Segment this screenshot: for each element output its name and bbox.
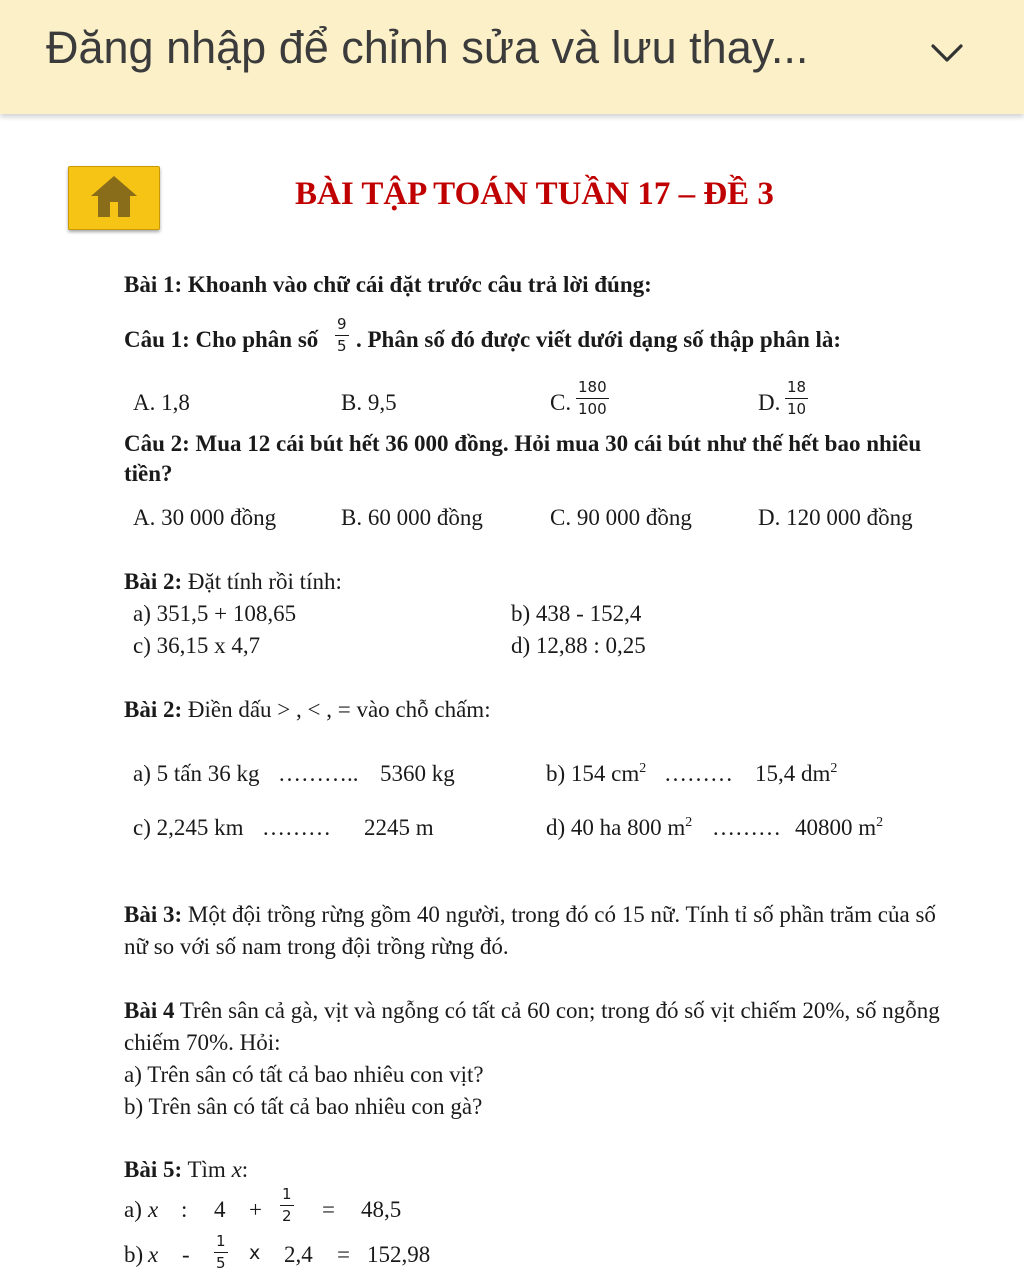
login-banner[interactable] [0, 0, 1024, 114]
bai2b-d-left-text: d) 40 ha 800 m [546, 815, 686, 840]
bai2b-label: Bài 2: [124, 697, 183, 722]
bai5-b-op2: x [249, 1242, 261, 1264]
superscript-2: 2 [639, 761, 647, 776]
bai5-a-frac-num: 1 [280, 1187, 294, 1206]
bai5-a-x: x [148, 1197, 159, 1222]
bai2b-a-right: 5360 kg [380, 761, 455, 786]
bai2b-text: Điền dấu > , < , = vào chỗ chấm: [182, 697, 491, 722]
bai3-text: Một đội trồng rừng gồm 40 người, trong đó có 15 nữ. Tính tỉ số phần trăm của số [182, 902, 936, 927]
page-title: BÀI TẬP TOÁN TUẦN 17 – ĐỀ 3 [295, 176, 774, 212]
cau1-suffix: . Phân số đó được viết dưới dạng số thập phân là: [356, 327, 842, 352]
cau1-option-c-label: C. [550, 390, 572, 415]
bai5-var: x [231, 1157, 242, 1182]
bai5-b-frac-num: 1 [214, 1234, 228, 1253]
bai2b-b-left-text: b) 154 cm [546, 761, 640, 786]
cau2-option-a: A. 30 000 đồng [133, 505, 277, 530]
opt-c-num: 180 [576, 380, 609, 399]
opt-d-num: 18 [785, 380, 808, 399]
bai2a-item-d: d) 12,88 : 0,25 [511, 633, 646, 658]
opt-d-den: 10 [787, 400, 807, 418]
bai5-label: Bài 5: [124, 1157, 183, 1182]
bai2a-text: Đặt tính rồi tính: [182, 569, 342, 594]
cau2-line2: tiền? [124, 461, 173, 486]
home-button[interactable] [68, 166, 160, 230]
bai2a-item-b: b) 438 - 152,4 [511, 601, 642, 626]
cau1-fraction [335, 317, 349, 354]
bai2b-b-right [755, 761, 837, 787]
opt-c-den: 100 [578, 400, 607, 418]
bai4-question-b: b) Trên sân có tất cả bao nhiêu con gà? [124, 1094, 483, 1119]
cau2-line1: Câu 2: Mua 12 cái bút hết 36 000 đồng. Hỏi mua 30 cái bút như thế hết bao nhiêu [124, 431, 922, 456]
cau1-frac-den: 5 [337, 337, 347, 355]
bai2b-b-left [546, 761, 646, 787]
bai2b-d-right [795, 815, 883, 841]
cau1-frac-num: 9 [335, 317, 349, 336]
bai5-b-eq: = [337, 1242, 350, 1267]
bai2b-c-left: c) 2,245 km [133, 815, 244, 840]
bai2b-a-dots: ……….. [278, 761, 359, 786]
bai5-b-x: x [148, 1242, 159, 1267]
bai5-heading [124, 1157, 248, 1183]
bai2b-b-dots: ……… [664, 761, 733, 786]
bai5-a-eq: = [322, 1197, 335, 1222]
cau2-option-d: D. 120 000 đồng [758, 505, 913, 530]
bai2a-item-a: a) 351,5 + 108,65 [133, 601, 297, 626]
bai3-label: Bài 3: [124, 902, 183, 927]
bai2b-b-right-text: 15,4 dm [755, 761, 831, 786]
bai5-text: Tìm [182, 1157, 232, 1182]
cau2-option-c: C. 90 000 đồng [550, 505, 692, 530]
bai5-a-frac-den: 2 [282, 1207, 292, 1225]
bai5-b-frac-den: 5 [216, 1254, 226, 1272]
bai3-line2: nữ so với số nam trong đội trồng rừng đó. [124, 934, 509, 959]
bai2a-label: Bài 2: [124, 569, 183, 594]
bai2b-d-dots: ……… [712, 815, 781, 840]
superscript-2: 2 [685, 815, 693, 830]
bai5-b-prefix: b) [124, 1242, 144, 1267]
bai5-b-result: 152,98 [367, 1242, 431, 1267]
bai2a-item-c: c) 36,15 x 4,7 [133, 633, 261, 658]
bai2b-d-left [546, 815, 692, 841]
bai2b-a-left: a) 5 tấn 36 kg [133, 761, 260, 786]
bai4-line2: chiếm 70%. Hỏi: [124, 1030, 281, 1055]
bai5-a-fraction [280, 1187, 294, 1224]
bai2b-heading [124, 697, 491, 723]
superscript-2: 2 [830, 761, 838, 776]
bai2b-c-right: 2245 m [364, 815, 434, 840]
cau1-prefix: Câu 1: Cho phân số [124, 327, 319, 352]
bai4-question-a: a) Trên sân có tất cả bao nhiêu con vịt? [124, 1062, 484, 1087]
bai5-a-n1: 4 [214, 1197, 226, 1222]
cau1-option-d-label: D. [758, 390, 781, 415]
chevron-down-icon[interactable] [928, 38, 966, 68]
cau2-option-b: B. 60 000 đồng [341, 505, 483, 530]
bai4-text: Trên sân cả gà, vịt và ngỗng có tất cả 60 con; trong đó số vịt chiếm 20%, số ngỗng [174, 998, 940, 1023]
cau1-option-a: A. 1,8 [133, 390, 190, 415]
cau1-option-d-fraction [785, 380, 808, 417]
cau1-option-b: B. 9,5 [341, 390, 397, 415]
home-icon [89, 174, 139, 220]
bai5-a-op2: + [249, 1197, 262, 1222]
bai5-b-n1: 2,4 [284, 1242, 313, 1267]
bai2a-heading [124, 569, 342, 595]
bai5-colon: : [241, 1157, 249, 1182]
bai4-line1 [124, 998, 940, 1024]
bai4-label: Bài 4 [124, 998, 175, 1023]
bai5-b-op1: - [182, 1242, 190, 1267]
bai2b-c-dots: ……… [262, 815, 331, 840]
bai5-a-prefix: a) [124, 1197, 142, 1222]
bai3-line1 [124, 902, 936, 928]
bai5-b-fraction [214, 1234, 228, 1271]
cau1-option-c-fraction [576, 380, 609, 417]
bai1-heading: Bài 1: Khoanh vào chữ cái đặt trước câu trả lời đúng: [124, 272, 652, 297]
login-prompt-text[interactable]: Đăng nhập để chỉnh sửa và lưu thay... [46, 22, 809, 73]
superscript-2: 2 [876, 815, 884, 830]
bai2b-d-right-text: 40800 m [795, 815, 877, 840]
bai5-a-op1: : [181, 1197, 188, 1222]
bai5-a-result: 48,5 [361, 1197, 402, 1222]
